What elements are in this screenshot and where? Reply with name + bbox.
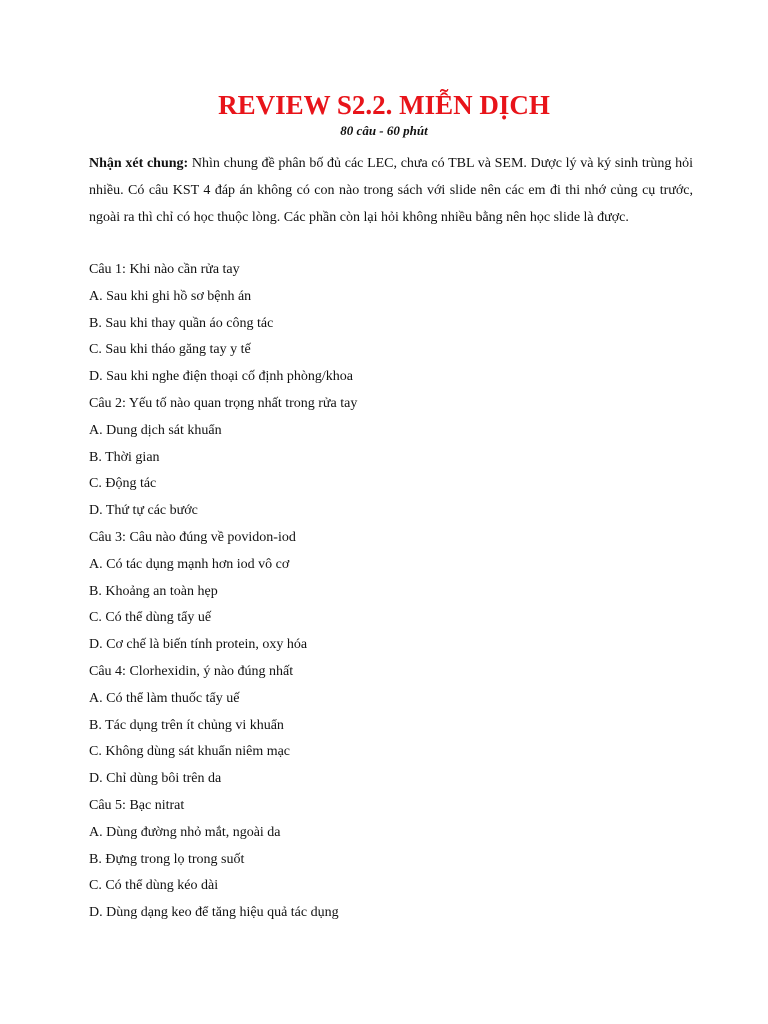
answer-option: B. Đựng trong lọ trong suốt (89, 851, 245, 867)
answer-option: B. Tác dụng trên ít chủng vi khuẩn (89, 717, 284, 733)
answer-option: D. Thứ tự các bước (89, 503, 198, 519)
question-text: Câu 5: Bạc nitrat (89, 797, 185, 813)
answer-option: D. Sau khi nghe điện thoại cố định phòng/khoa (89, 369, 354, 385)
answer-option: C. Có thể dùng kéo dài (89, 878, 219, 894)
answer-option: A. Có tác dụng mạnh hơn iod vô cơ (89, 556, 290, 572)
document-title: REVIEW S2.2. MIỄN DỊCH (218, 90, 550, 120)
question-4 (89, 659, 689, 793)
question-2 (89, 391, 689, 525)
general-comment (89, 150, 693, 231)
comment-text: Nhìn chung đề phân bố đủ các LEC, chưa có TBL và SEM. Dược lý và ký sinh trùng hỏi nhiều. Có câu KST 4 đáp án không có con nào trong sách với slide nên các em đi thi nhớ củng cụ trước, ngoài ra thì chỉ có học thuộc lòng. Các phần còn lại hỏi không nhiều bằng nên học slide là được. (89, 156, 694, 225)
question-text: Câu 2: Yếu tố nào quan trọng nhất trong rửa tay (89, 395, 358, 411)
answer-option: D. Dùng dạng keo để tăng hiệu quả tác dụng (89, 905, 339, 921)
answer-option: B. Sau khi thay quần áo công tác (89, 315, 274, 331)
question-text: Câu 1: Khi nào cần rửa tay (89, 262, 240, 277)
answer-option: A. Sau khi ghi hồ sơ bệnh án (89, 288, 252, 304)
answer-option: A. Có thể làm thuốc tẩy uế (89, 690, 240, 706)
document-subtitle: 80 câu - 60 phút (340, 123, 428, 138)
answer-option: A. Dung dịch sát khuẩn (89, 422, 222, 438)
answer-option: C. Sau khi tháo găng tay y tế (89, 342, 251, 358)
answer-option: D. Chỉ dùng bôi trên da (89, 771, 222, 787)
answer-option: B. Khoảng an toàn hẹp (89, 583, 218, 599)
question-text: Câu 4: Clorhexidin, ý nào đúng nhất (89, 663, 294, 679)
answer-option: C. Có thể dùng tẩy uế (89, 610, 212, 626)
answer-option: C. Động tác (89, 476, 157, 492)
question-list (89, 257, 689, 927)
answer-option: C. Không dùng sát khuẩn niêm mạc (89, 744, 291, 760)
question-1 (89, 257, 689, 391)
question-text: Câu 3: Câu nào đúng về povidon-iod (89, 529, 296, 545)
answer-option: D. Cơ chế là biến tính protein, oxy hóa (89, 637, 308, 653)
answer-option: B. Thời gian (89, 449, 160, 465)
answer-option: A. Dùng đường nhỏ mắt, ngoài da (89, 824, 281, 840)
question-3 (89, 525, 689, 659)
question-5 (89, 793, 689, 927)
comment-label: Nhận xét chung: (89, 156, 189, 171)
